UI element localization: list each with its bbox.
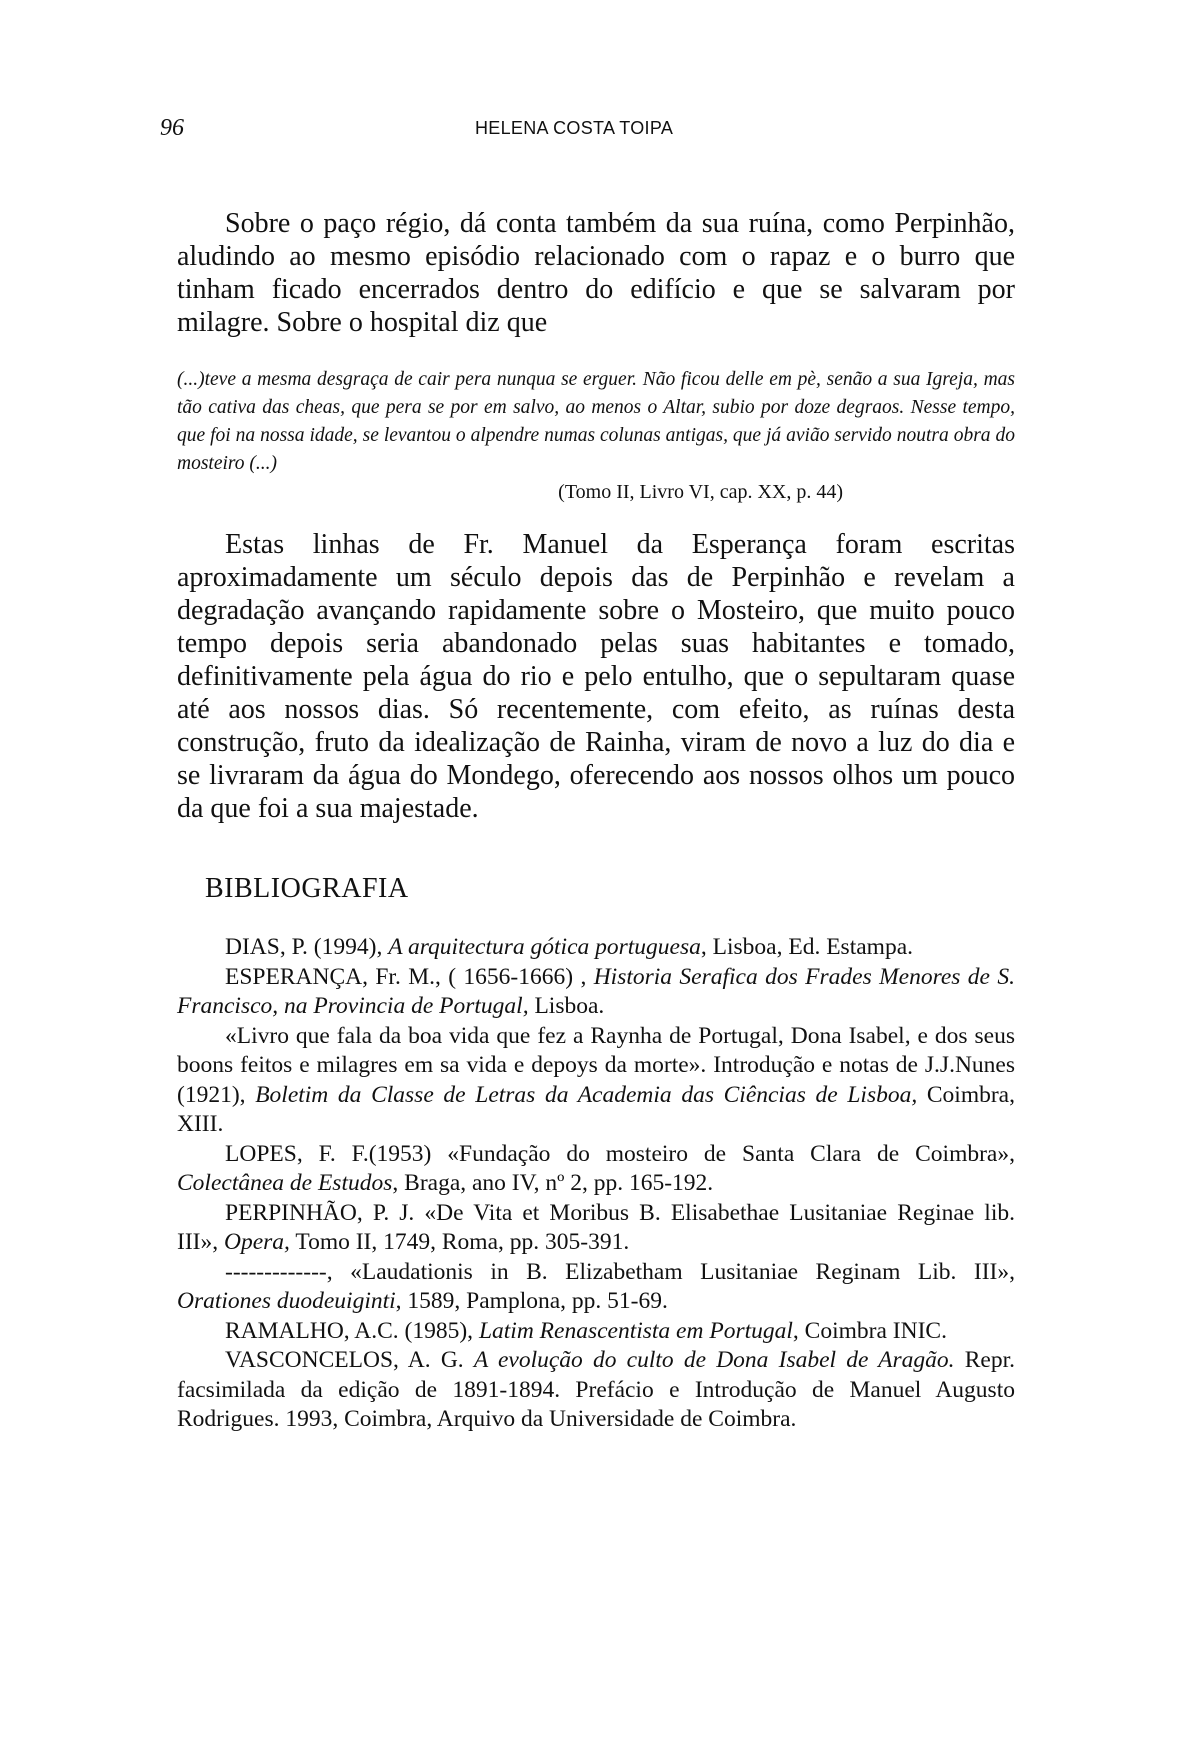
bibliography-section [177, 873, 1015, 1435]
bibliography-entry: DIAS, P. (1994), A arquitectura gótica portuguesa, Lisboa, Ed. Estampa. [225, 934, 913, 960]
intro-paragraph: Sobre o paço régio, dá conta também da sua ruína, como Perpinhão, aludindo ao mesmo episódio relacionado com o rapaz e o burro que tinham ficado encerrados dentro do edifício e que se salvaram por milagre. Sobre o hospital diz que [177, 208, 1015, 338]
body-paragraph: Estas linhas de Fr. Manuel da Esperança foram escritas aproximadamente um século depois das de Perpinhão e revelam a degradação avançando rapidamente sobre o Mosteiro, que muito pouco tempo depois seria abandonado pelas suas habitantes e tomado, definitivamente pela água do rio e pelo entulho, que o sepultaram quase até aos nossos dias. Só recentemente, com efeito, as ruínas desta construção, fruto da idealização de Rainha, viram de novo a luz do dia e se livraram da água do Mondego, oferecendo aos nossos olhos um pouco da que foi a sua majestade. [177, 529, 1015, 824]
bibliography-entry: LOPES, F. F.(1953) «Fundação do mosteiro de Santa Clara de Coimbra», Colectânea de Estudos, Braga, ano IV, nº 2, pp. 165-192. [177, 1140, 1015, 1196]
bibliography-entry: VASCONCELOS, A. G. A evolução do culto de Dona Isabel de Aragão. Repr. facsimilada da edição de 1891-1894. Prefácio e Introdução de Manuel Augusto Rodrigues. 1993, Coimbra, Arquivo da Universidade de Coimbra. [177, 1347, 1016, 1432]
page-number: 96 [160, 115, 184, 141]
bibliography-entry: RAMALHO, A.C. (1985), Latim Renascentista em Portugal, Coimbra INIC. [225, 1317, 947, 1344]
quote-section [177, 366, 1015, 506]
block-quote: (...)teve a mesma desgraça de cair pera nunqua se erguer. Não ficou delle em pè, senão a sua Igreja, mas tão cativa das cheas, que pera se por em salvo, ao menos o Altar, subio por doze degraos. Nesse tempo, que foi na nossa idade, se levantou o alpendre numas colunas antigas, que já avião servido noutra obra do mosteiro (...) [177, 369, 1015, 474]
bibliography-entry: -------------, «Laudationis in B. Elizabetham Lusitaniae Reginam Lib. III», Orationes duodeuiginti, 1589, Pamplona, pp. 51-69. [177, 1258, 1015, 1314]
quote-citation: (Tomo II, Livro VI, cap. XX, p. 44) [558, 481, 843, 503]
running-head: HELENA COSTA TOIPA [475, 118, 674, 138]
bibliography-list [177, 933, 1015, 1435]
bibliography-entry: «Livro que fala da boa vida que fez a Raynha de Portugal, Dona Isabel, e dos seus boons feitos e milagres em sa vida e depoys da morte». Introdução e notas de J.J.Nunes (1921), Boletim da Classe de Letras da Academia das Ciências de Lisboa, Coimbra, XIII. [177, 1022, 1015, 1137]
body-section [177, 528, 1015, 825]
bibliography-heading: BIBLIOGRAFIA [205, 873, 409, 904]
intro-section [177, 207, 1015, 339]
bibliography-entry: PERPINHÃO, P. J. «De Vita et Moribus B. Elisabethae Lusitaniae Reginae lib. III», Opera, Tomo II, 1749, Roma, pp. 305-391. [177, 1199, 1015, 1255]
bibliography-entry: ESPERANÇA, Fr. M., ( 1656-1666) , Historia Serafica dos Frades Menores de S. Francisco, na Provincia de Portugal, Lisboa. [177, 963, 1015, 1019]
